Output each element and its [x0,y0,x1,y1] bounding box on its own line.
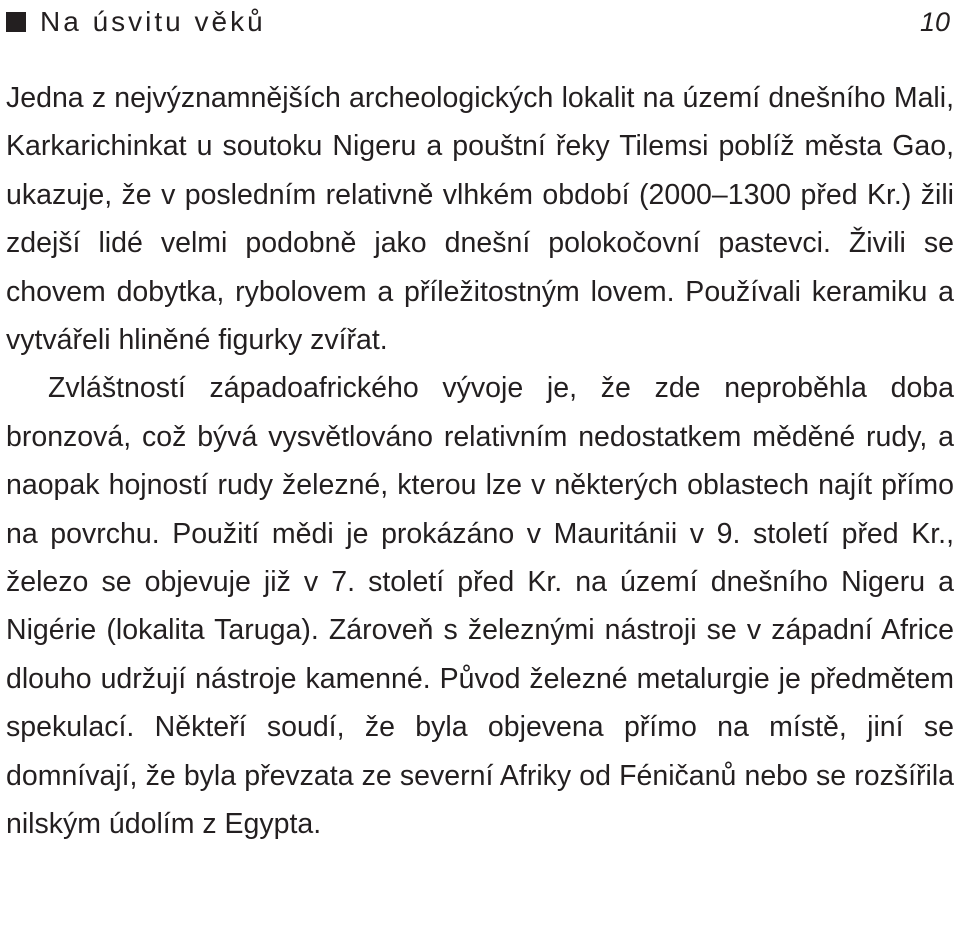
running-header [6,2,954,42]
chapter-title: Na úsvitu věků [40,6,266,37]
page-number: 10 [919,7,950,37]
body-text [6,74,954,849]
paragraph-1: Jedna z nejvýznamnějších archeologických lokalit na území dnešního Mali, Karkarichinkat u soutoku Nigeru a pouštní řeky Tilemsi poblíž města Gao, ukazuje, že v posledním relativně vlhkém období (2000–1300 před Kr.) žili zdejší lidé velmi podobně jako dnešní polokočovní pastevci. Živili se chovem dobytka, rybolovem a příležitostným lovem. Používali keramiku a vytvářeli hliněné figurky zvířat. [6,82,954,357]
black-square-icon [6,12,26,32]
header-left [6,2,266,42]
paragraph-2: Zvláštností západoafrického vývoje je, že zde neproběhla doba bronzová, což bývá vysvětlováno relativním nedostatkem měděné rudy, a naopak hojností rudy železné, kterou lze v některých oblastech najít přímo na povrchu. Použití mědi je prokázáno v Mauritánii v 9. století před Kr., železo se objevuje již v 7. století před Kr. na území dnešního Nigeru a Nigérie (lokalita Taruga). Zároveň s železnými nástroji se v západní Africe dlouho udržují nástroje kamenné. Původ železné metalurgie je předmětem spekulací. Někteří soudí, že byla objevena přímo na místě, jiní se domnívají, že byla převzata ze severní Afriky od Féničanů nebo se rozšířila nilským údolím z Egypta. [6,372,954,841]
